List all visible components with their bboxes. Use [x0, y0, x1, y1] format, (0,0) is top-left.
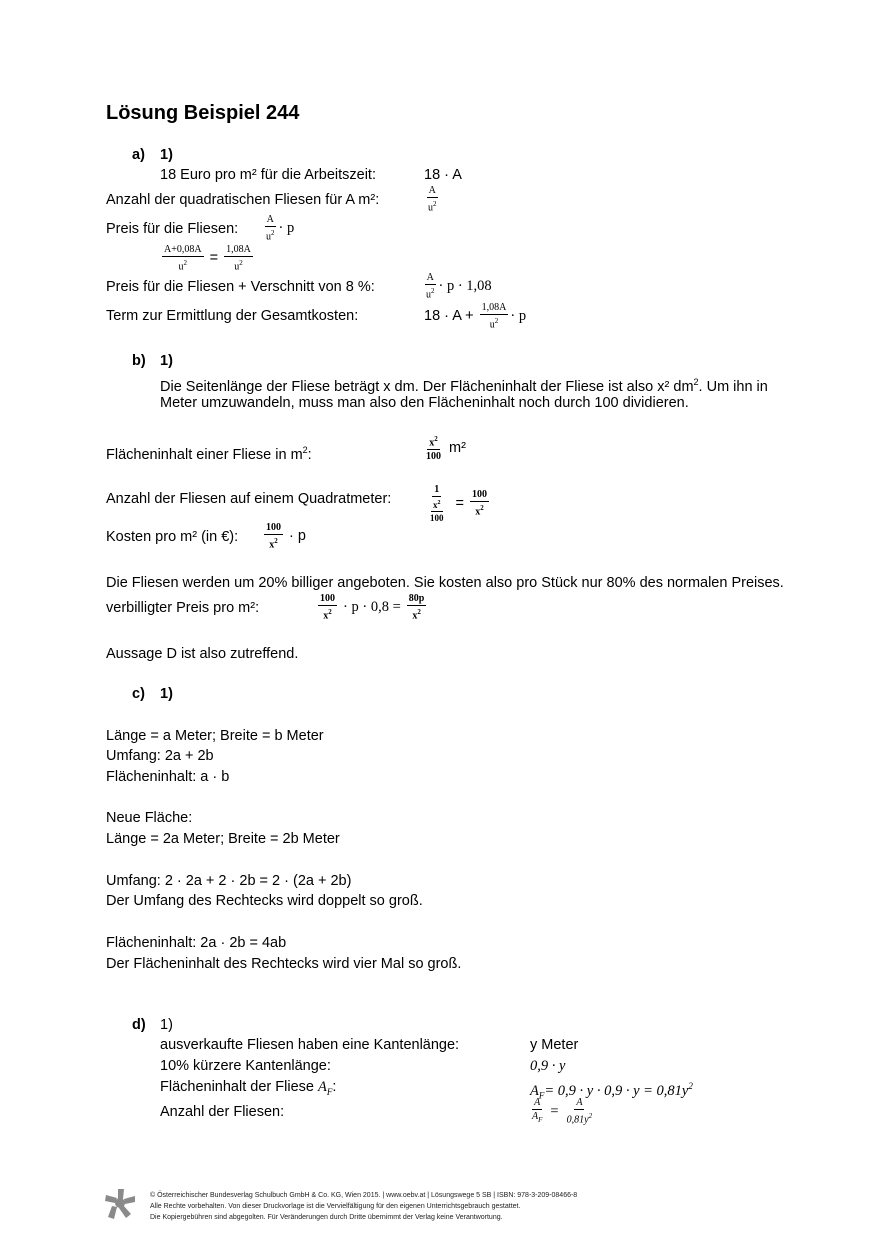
b-conclusion: Aussage D ist also zutreffend.	[106, 646, 299, 662]
footer-line2: Alle Rechte vorbehalten. Von dieser Druckvorlage ist die Vervielfältigung für den eigenen Unterrichtsgebrauch gestattet.	[150, 1203, 521, 1210]
d-row1-value: y Meter	[530, 1037, 579, 1053]
c-line5: Länge = 2a Meter; Breite = 2b Meter	[106, 831, 340, 847]
part-b-label: b)	[132, 353, 146, 369]
b-description-line2: Meter umzuwandeln, muss man also den Flächeninhalt noch durch 100 dividieren.	[160, 395, 689, 411]
footer-line3: Die Kopiergebühren sind abgegolten. Für Veränderungen durch Dritte übernimmt der Verlag keine Verantwortung.	[150, 1214, 503, 1221]
a-line2-formula: $\frac{A}{u^2}$	[428, 185, 437, 214]
a-line3-formula: $\frac{A}{u^2}$ · p	[266, 214, 295, 243]
c-line9: Der Flächeninhalt des Rechtecks wird vier Mal so groß.	[106, 956, 462, 972]
publisher-logo-icon	[104, 1188, 136, 1220]
part-c-number: 1)	[160, 686, 173, 702]
part-a-number: 1)	[160, 147, 173, 163]
a-line2-text: Anzahl der quadratischen Fliesen für A m²:	[106, 192, 380, 208]
b-area-label: Flächeninhalt einer Fliese in $m^2$:	[106, 445, 312, 463]
b-area-formula: $\frac{x^2}{100}$ m²	[426, 435, 466, 463]
a-line3-text: Preis für die Fliesen:	[106, 221, 239, 237]
b-discount-text: Die Fliesen werden um 20% billiger angeboten. Sie kosten also pro Stück nur 80% des normalen Preises.	[106, 575, 784, 591]
d-row3-text: Flächeninhalt der Fliese $A_F$:	[160, 1079, 337, 1097]
a-line1-value: 18 · A	[424, 167, 462, 183]
a-line1-text: 18 Euro pro m² für die Arbeitszeit:	[160, 167, 376, 183]
d-row2-value: 0,9 · y	[530, 1058, 566, 1074]
c-line6: Umfang: 2 · 2a + 2 · 2b = 2 · (2a + 2b)	[106, 873, 352, 889]
b-reduced-formula: $\frac{100}{x^2}$ · p · 0,8 = $\frac{80p}{x^2}$	[320, 593, 425, 622]
b-description-line1: Die Seitenlänge der Fliese beträgt x dm. Der Flächeninhalt der Fliese ist also x² $dm^2$. Um ihn in	[160, 377, 768, 395]
a-line5-text: Preis für die Fliesen + Verschnitt von 8 %:	[106, 279, 375, 295]
footer-text	[150, 1190, 577, 1223]
b-cost-label: Kosten pro m² (in €):	[106, 529, 239, 545]
part-d-label: d)	[132, 1017, 146, 1033]
d-row3-value: $A_F= 0,9 \cdot y \cdot 0,9 \cdot y = 0,81y^2$	[530, 1081, 693, 1101]
c-line3: Flächeninhalt: a · b	[106, 769, 230, 785]
c-line2: Umfang: 2a + 2b	[106, 748, 214, 764]
d-row4-formula: $\frac{A}{A_F}$ = $\frac{A}{0,81y^2}$	[532, 1097, 593, 1126]
a-line4-formula: $\frac{A+0,08A}{u^2}$ = $\frac{1,08A}{u^2}$	[164, 244, 251, 273]
part-a-label: a)	[132, 147, 145, 163]
b-reduced-label: verbilligter Preis pro m²:	[106, 600, 260, 616]
part-b-number: 1)	[160, 353, 173, 369]
d-row1-text: ausverkaufte Fliesen haben eine Kantenlänge:	[160, 1037, 460, 1053]
a-line6-text: Term zur Ermittlung der Gesamtkosten:	[106, 308, 359, 324]
footer-line1: © Österreichischer Bundesverlag Schulbuch GmbH & Co. KG, Wien 2015. | www.oebv.at | Lösungswege 5 SB | ISBN: 978-3-209-08466-8	[150, 1192, 578, 1199]
c-line8: Flächeninhalt: 2a · 2b = 4ab	[106, 935, 287, 951]
d-row2-text: 10% kürzere Kantenlänge:	[160, 1058, 331, 1074]
b-count-label: Anzahl der Fliesen auf einem Quadratmeter:	[106, 491, 392, 507]
c-line7: Der Umfang des Rechtecks wird doppelt so groß.	[106, 893, 423, 909]
c-line4: Neue Fläche:	[106, 810, 193, 826]
d-row4-text: Anzahl der Fliesen:	[160, 1104, 285, 1120]
b-cost-formula: $\frac{100}{x^2}$ · p	[266, 522, 306, 551]
part-d-number: 1)	[160, 1017, 173, 1033]
c-line1: Länge = a Meter; Breite = b Meter	[106, 728, 324, 744]
a-line5-formula: $\frac{A}{u^2}$ · p · 1,08	[426, 272, 492, 301]
page-title: Lösung Beispiel 244	[106, 102, 300, 124]
part-c-label: c)	[132, 686, 145, 702]
b-count-formula: $\frac{1}{\frac{x^2}{100}}$ = $\frac{100}{x^2}$	[430, 484, 488, 523]
a-line6-formula: 18 · A + $\frac{1,08A}{u^2}$ · p	[424, 302, 527, 331]
